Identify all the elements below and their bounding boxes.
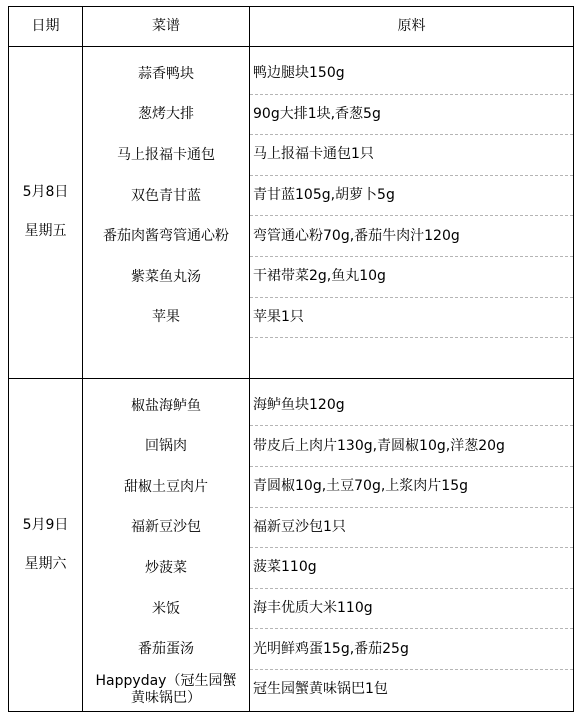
header-date: 日期	[9, 7, 83, 47]
day-1-date-cell	[9, 47, 83, 379]
header-menu: 菜谱	[83, 7, 250, 47]
ingredient-text: 菠菜110g	[250, 548, 573, 589]
ingredient-text: 海鲈鱼块120g	[250, 386, 573, 427]
ingredient-text: 马上报福卡通包1只	[250, 135, 573, 176]
dish-name: 甜椒土豆肉片	[124, 478, 208, 495]
ingredient-text-empty	[250, 338, 573, 378]
ingredient-text: 青圆椒10g,土豆70g,上浆肉片15g	[250, 467, 573, 508]
day-1-dishes	[83, 47, 250, 379]
ingredient-text: 青甘蓝105g,胡萝卜5g	[250, 176, 573, 217]
day-1-date: 5月8日	[22, 184, 69, 201]
day-1-weekday: 星期五	[24, 223, 67, 240]
dish-name: 炒菠菜	[145, 559, 187, 576]
header-row	[9, 7, 574, 47]
header-ingredients: 原料	[250, 7, 574, 47]
dish-name: 紫菜鱼丸汤	[131, 268, 201, 285]
ingredient-text: 带皮后上肉片130g,青圆椒10g,洋葱20g	[250, 426, 573, 467]
ingredient-text: 弯管通心粉70g,番茄牛肉汁120g	[250, 216, 573, 257]
ingredient-text: 福新豆沙包1只	[250, 508, 573, 549]
ingredient-text: 鸭边腿块150g	[250, 54, 573, 95]
dish-name: 马上报福卡通包	[117, 146, 215, 163]
ingredient-text: 90g大排1块,香葱5g	[250, 95, 573, 136]
day-2-weekday: 星期六	[24, 555, 67, 572]
dish-name: 福新豆沙包	[131, 519, 201, 536]
day-row-1	[9, 47, 574, 379]
ingredient-text: 苹果1只	[250, 298, 573, 339]
dish-name: 椒盐海鲈鱼	[131, 397, 201, 414]
day-row-2	[9, 378, 574, 711]
day-2-ingredients	[250, 378, 574, 711]
day-2-dishes	[83, 378, 250, 711]
dish-name: 番茄蛋汤	[138, 641, 194, 658]
dish-name: 番茄肉酱弯管通心粉	[103, 228, 229, 245]
dish-name: 葱烤大排	[138, 106, 194, 123]
ingredient-text: 海丰优质大米110g	[250, 589, 573, 630]
day-1-ingredients	[250, 47, 574, 379]
day-2-date-cell	[9, 378, 83, 711]
dish-name: 双色青甘蓝	[131, 187, 201, 204]
ingredient-text: 干裙带菜2g,鱼丸10g	[250, 257, 573, 298]
dish-name: 米饭	[152, 600, 180, 617]
ingredient-text: 冠生园蟹黄味锅巴1包	[253, 681, 388, 698]
day-2-date: 5月9日	[22, 516, 69, 533]
dish-name: 苹果	[152, 309, 180, 326]
dish-name: 回锅肉	[145, 438, 187, 455]
menu-document	[8, 6, 574, 712]
dish-name: Happyday（冠生园蟹黄味锅巴）	[95, 673, 237, 707]
ingredient-text: 光明鲜鸡蛋15g,番茄25g	[250, 629, 573, 670]
dish-name: 蒜香鸭块	[138, 65, 194, 82]
menu-table	[8, 6, 574, 712]
